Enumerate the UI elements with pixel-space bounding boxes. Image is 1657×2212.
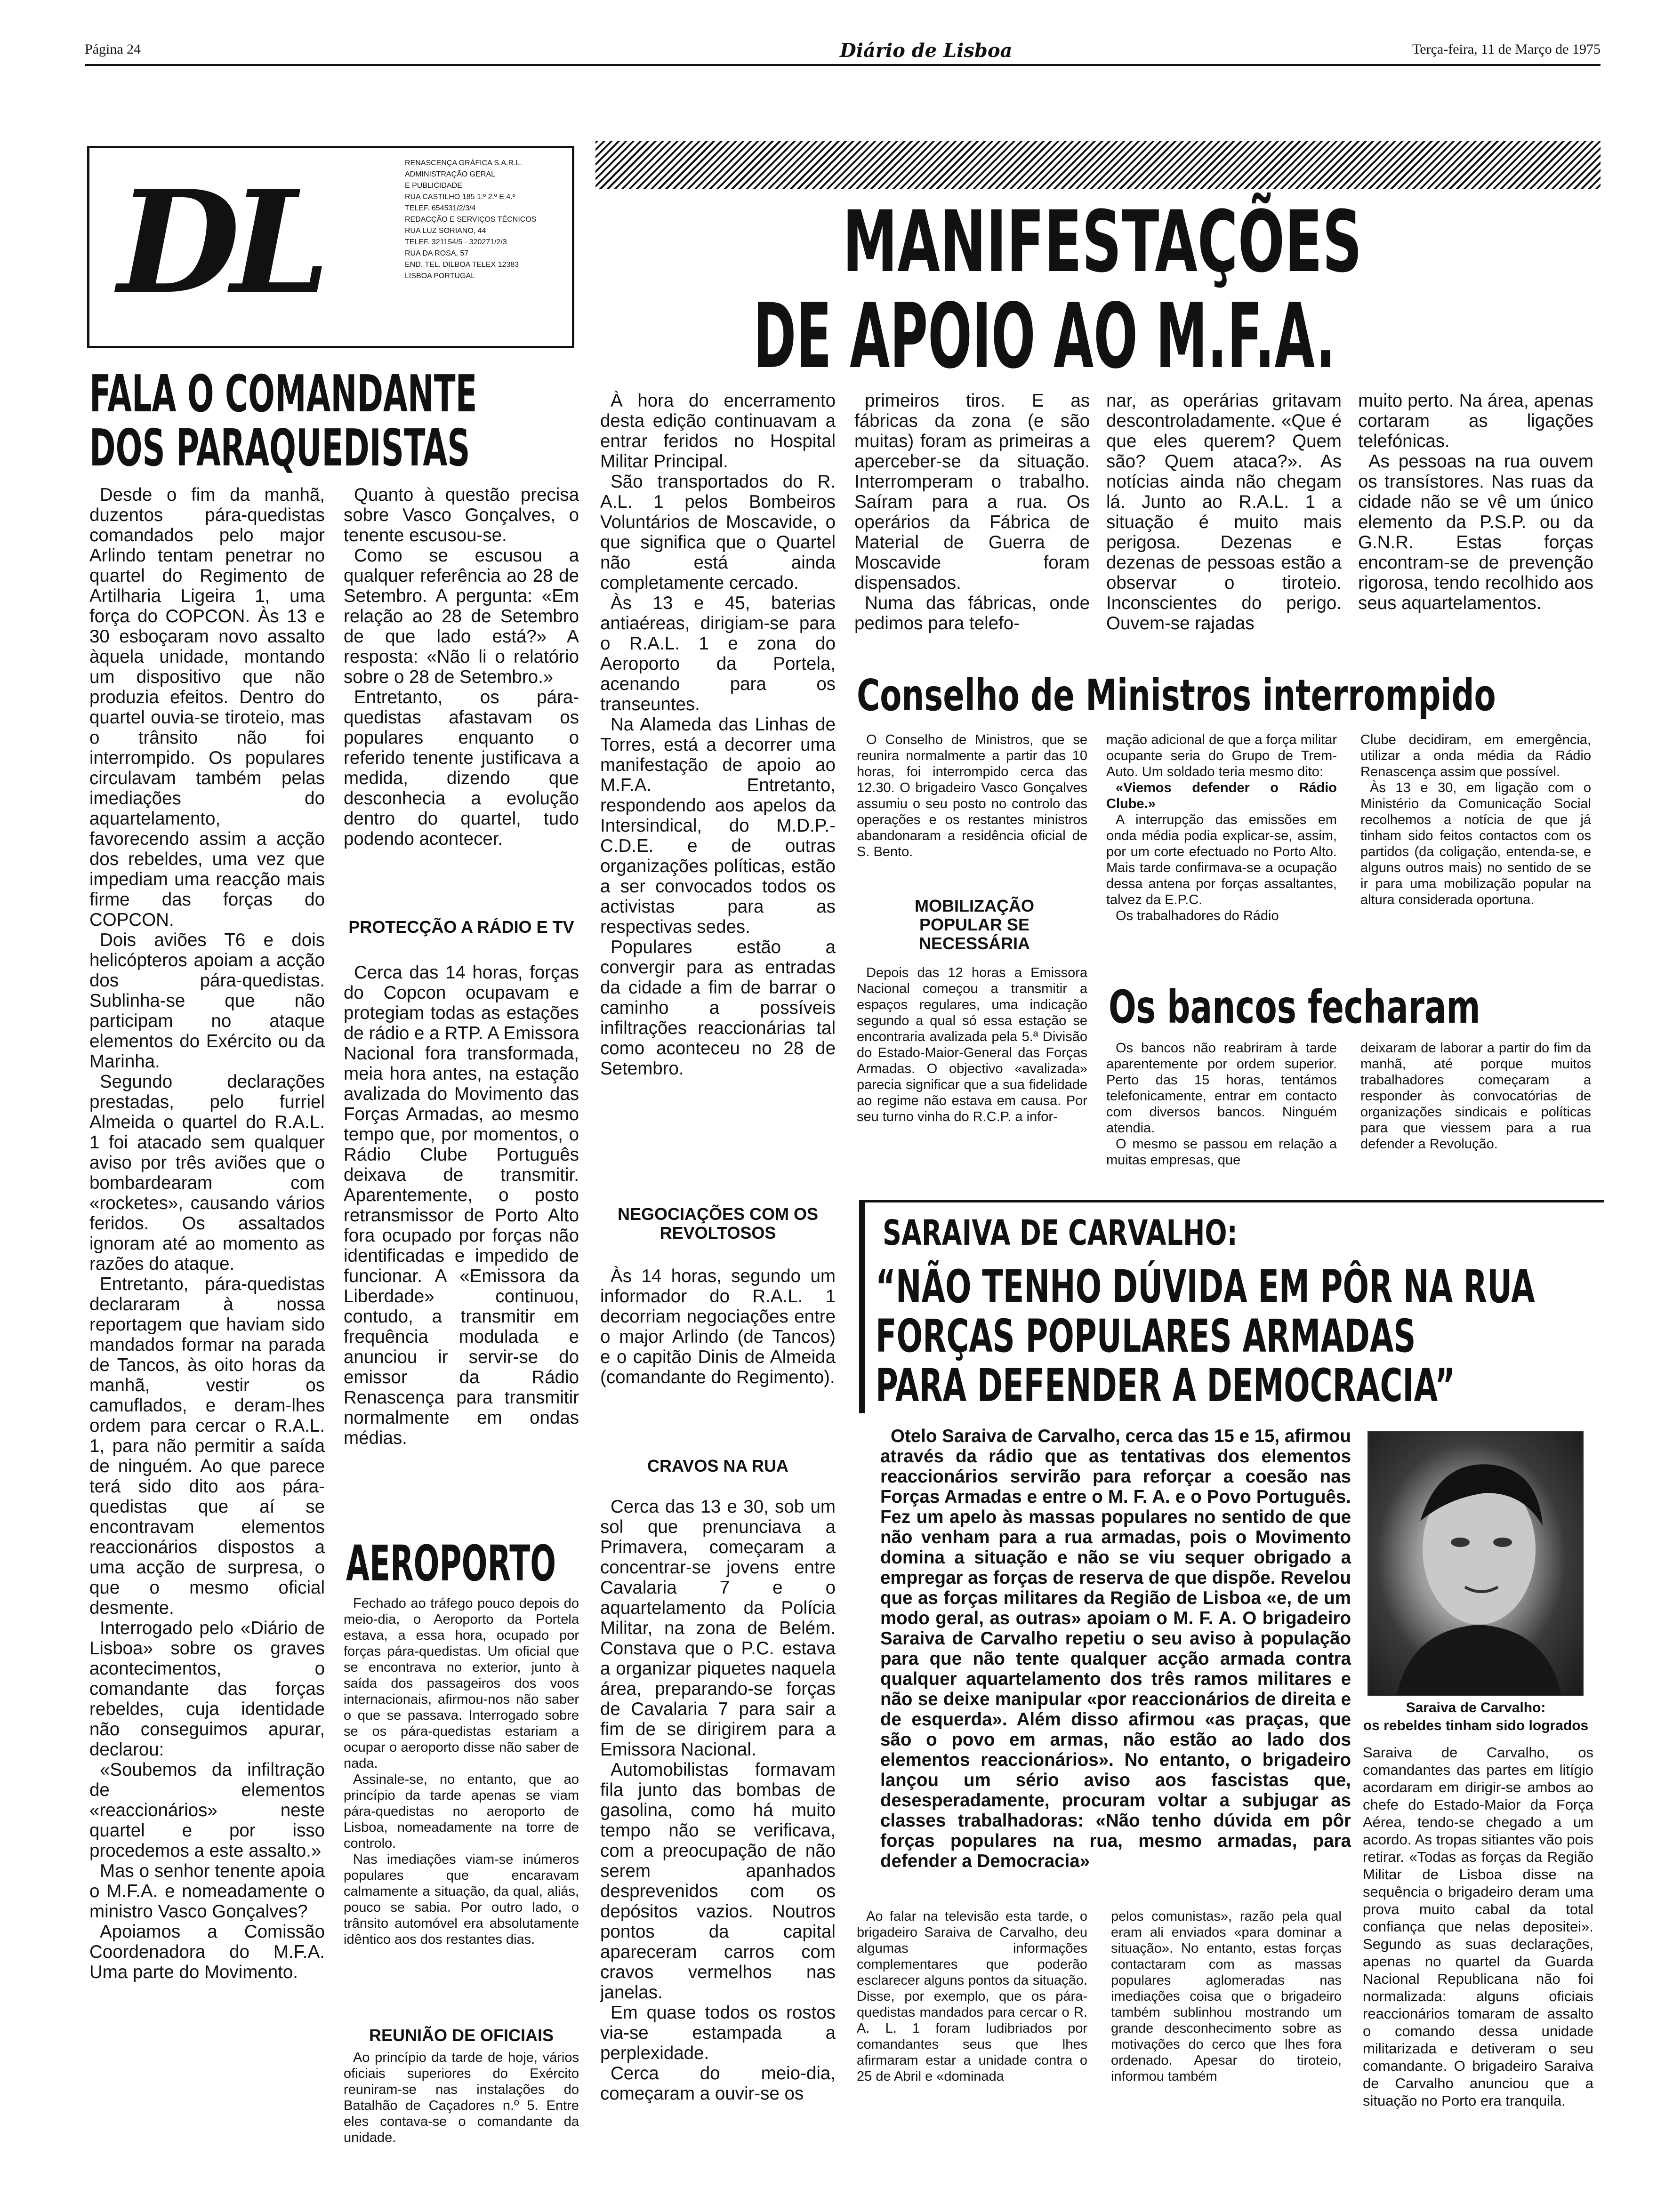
saraiva-headline-line2: FORÇAS POPULARES ARMADAS: [876, 1310, 1416, 1362]
imprint-line: LISBOA PORTUGAL: [405, 272, 475, 280]
header-rule: [85, 64, 1601, 66]
paragraph: deixaram de laborar a partir do fim da manhã, até porque muitos trabalhadores começaram a responder às convocatórias de organizações sindicais e políticas para que viessem para a rua defender a Revolução.: [1360, 1041, 1591, 1152]
radio-tv-subhead: PROTECÇÃO A RÁDIO E TV: [348, 917, 574, 937]
logo-box: [87, 146, 574, 348]
paragraph: Ao falar na televisão esta tarde, o brigadeiro Saraiva de Carvalho, deu algumas informações complementares que poderão esclarecer alguns pontos da situação. Disse, por exemplo, que os pára-quedistas mandados para cercar o R. A. L. 1 foram ludibriados por comandantes seus que lhes afirmaram estar a unidade contra o 25 de Abril e «dominada: [857, 1909, 1087, 2084]
conselho-headline: Conselho de Ministros interrompido: [857, 670, 1496, 721]
paragraph: mação adicional de que a força militar ocupante seria do Grupo de Trem-Auto. Um soldado teria mesmo dito:: [1106, 732, 1337, 779]
saraiva-column-2: [1111, 1908, 1342, 2084]
caption-line: Saraiva de Carvalho:: [1406, 1700, 1546, 1715]
paragraph: Às 13 e 45, baterias antiaéreas, dirigiam-se para o R.A.L. 1 e zona do Aeroporto da Portela, acenando para os transeuntes.: [600, 593, 836, 714]
paragraph: Cerca do meio-dia, começaram a ouvir-se os: [600, 2063, 836, 2104]
portrait-photo: [1367, 1431, 1584, 1696]
paragraph: «Soubemos da infiltração de elementos «reaccionários» neste quartel e por isso procedemos a este assalto.»: [89, 1760, 325, 1861]
paragraph: O mesmo se passou em relação a muitas empresas, que: [1106, 1137, 1337, 1168]
radio-clube-quote: «Viemos defender o Rádio Clube.»: [1106, 780, 1337, 811]
manif-column-4: [1358, 391, 1593, 613]
cravos-subhead: CRAVOS NA RUA: [647, 1456, 788, 1475]
paragraph: Otelo Saraiva de Carvalho, cerca das 15 e 15, afirmou através da rádio que as tentativas dos elementos reaccionários servirão para reforçar a coesão nas Forças Armadas e entre o M. F. A. e o Povo Português. Fez um apelo às massas populares no sentido de que não venham para a rua armadas, pois o Movimento domina a situação e não se viu sequer obrigado a empregar as forças de reserva de que dispõe. Revelou que as forças militares da Região de Lisboa «e, de um modo geral, as outras» apoiam o M. F. A. O brigadeiro Saraiva de Carvalho repetiu o seu aviso à população para que não tente qualquer acção armada contra qualquer aquartelamento dos três ramos militares e não se deixe manipular «por reaccionários de direita e de esquerda». Além disso afirmou «as praças, que são o povo em armas, não estão ao lado dos elementos reaccionários». No entanto, o brigadeiro lançou um sério aviso aos fascistas que, desesperadamente, procuram voltar a subjugar as classes trabalhadoras: «Não tenho dúvida em pôr forças populares na rua, mesmo armadas, para defender a Democracia»: [880, 1426, 1351, 1871]
manif-column-3: [1106, 391, 1342, 633]
conselho-column-1: [857, 732, 1087, 860]
paragraph: Clube decidiram, em emergência, utilizar a onda média da Rádio Renascença assim que possível.: [1360, 732, 1591, 779]
saraiva-headline-line1: “NÃO TENHO DÚVIDA EM PÔR NA RUA: [876, 1260, 1535, 1313]
imprint-line: TELEF. 654531/2/3/4: [405, 204, 476, 212]
imprint-line: RUA LUZ SORIANO, 44: [405, 227, 486, 235]
paragraph: O Conselho de Ministros, que se reunira normalmente a partir das 10 horas, foi interrompido cerca das 12.30. O brigadeiro Vasco Gonçalves assumiu o seu posto no controlo das operações e os restantes ministros abandonaram a residência oficial de S. Bento.: [857, 732, 1087, 859]
paragraph: Mas o senhor tenente apoia o M.F.A. e nomeadamente o ministro Vasco Gonçalves?: [89, 1861, 325, 1922]
photo-caption: [1360, 1699, 1591, 1735]
aeroporto-headline: AEROPORTO: [346, 1535, 556, 1592]
paragraph: Os bancos não reabriram à tarde aparentemente por ordem superior. Perto das 15 horas, tentámos telefonicamente, entrar em contacto com diversos bancos. Ninguém atendia.: [1106, 1041, 1337, 1136]
comandante-column-2: [344, 485, 579, 849]
paragraph: A interrupção das emissões em onda média podia explicar-se, assim, por um corte efectuado no Porto Alto. Mais tarde confirmava-se a ocupação dessa antena por forças assaltantes, talvez da E.P.C.: [1106, 812, 1337, 907]
paragraph: Entretanto, os pára-quedistas afastavam os populares enquanto o referido tenente justificava a medida, dizendo que desconhecia a evolução dentro do quartel, tudo podendo acontecer.: [344, 687, 579, 849]
imprint-line: TELEF. 321154/5 · 320271/2/3: [405, 238, 507, 246]
paragraph: Os trabalhadores do Rádio: [1116, 908, 1279, 923]
comandante-headline-line2: DOS PARAQUEDISTAS: [89, 419, 470, 478]
caption-line: os rebeldes tinham sido logrados: [1363, 1718, 1589, 1733]
conselho-column-1b: [857, 965, 1087, 1125]
paragraph: Às 13 e 30, em ligação com o Ministério da Comunicação Social recolhemos a notícia de que já tinham sido feitos contactos com os partidos (da coligação, entenda-se, e alguns outros mais) no sentido de se ir para uma mobilização popular na altura considerada oportuna.: [1360, 780, 1591, 907]
paragraph: Na Alameda das Linhas de Torres, está a decorrer uma manifestação de apoio ao M.F.A. Entretanto, respondendo aos apelos da Intersindical, do M.D.P.-C.D.E. e de outras organizações políticas, estão a ser convocados todos os activistas para as respectivas sedes.: [600, 714, 836, 937]
saraiva-column-1: [857, 1908, 1087, 2084]
paragraph: Apoiamos a Comissão Coordenadora do M.F.A. Uma parte do Movimento.: [89, 1922, 325, 1982]
imprint-line: RENASCENÇA GRÁFICA S.A.R.L.: [405, 159, 522, 167]
radio-tv-body: [344, 962, 579, 1448]
saraiva-column-3: [1363, 1744, 1593, 2109]
bancos-headline: Os bancos fecharam: [1109, 981, 1480, 1034]
portrait-silhouette-icon: [1368, 1432, 1583, 1695]
reuniao-subhead: REUNIÃO DE OFICIAIS: [369, 2026, 554, 2045]
negociacoes-body: [600, 1266, 836, 1387]
page-header: [85, 41, 1601, 70]
paragraph: Fechado ao tráfego pouco depois do meio-dia, o Aeroporto da Portela estava, a essa hora, ocupado por forças pára-quedistas. Um oficial que se encontrava no exterior, junto à saída dos passageiros dos voos internacionais, afirmou-nos não saber o que se passava. Interrogado sobre se os pára-quedistas estariam a ocupar o aeroporto disse não saber de nada.: [344, 1596, 579, 1771]
manif-column-2: [854, 391, 1090, 633]
imprint-line: E PUBLICIDADE: [405, 182, 462, 190]
aeroporto-body: [344, 1595, 579, 1948]
masthead: Diário de Lisboa: [833, 40, 1019, 62]
reuniao-body: [344, 2050, 579, 2146]
main-headline-line1: MANIFESTAÇÕES: [843, 193, 1362, 291]
paragraph: pelos comunistas», razão pela qual eram ali enviados «para dominar a situação». No entanto, estas forças contactaram com as massas populares aglomeradas nas imediações coisa que o brigadeiro também sublinhou mostrando um grande desconhecimento sobre as motivações do cerco que lhes fora ordenado. Apesar do tiroteio, informou também: [1111, 1909, 1342, 2084]
bancos-column-1: [1106, 1040, 1337, 1168]
paragraph: Segundo declarações prestadas, pelo furriel Almeida o quartel do R.A.L. 1 foi atacado sem qualquer aviso por três aviões que o bombardearam com «rocketes», causando vários feridos. Os assaltados ignoram até ao momento as razões do ataque.: [89, 1072, 325, 1274]
conselho-column-3: [1360, 732, 1591, 908]
paragraph: Numa das fábricas, onde pedimos para telefo-: [854, 593, 1090, 633]
conselho-column-2: [1106, 732, 1337, 924]
imprint-line: REDACÇÃO E SERVIÇOS TÉCNICOS: [405, 216, 537, 224]
imprint: [405, 158, 565, 282]
paragraph: À hora do encerramento desta edição continuavam a entrar feridos no Hospital Militar Principal.: [600, 391, 836, 472]
paragraph: As pessoas na rua ouvem os transístores. Nas ruas da cidade não se vê um único elemento da P.S.P. ou da G.N.R. Estas forças encontram-se de prevenção rigorosa, tendo recolhido aos seus aquartelamentos.: [1358, 451, 1593, 613]
mobilizacao-subhead: MOBILIZAÇÃO POPULAR SE NECESSÁRIA: [915, 896, 1034, 953]
paragraph: primeiros tiros. E as fábricas da zona (e são muitas) foram as primeiras a aperceber-se da situação. Interromperam o trabalho. Saíram para a rua. Os operários da Fábrica de Material de Guerra de Moscavide foram dispensados.: [854, 391, 1090, 593]
paragraph: São transportados do R. A.L. 1 pelos Bombeiros Voluntários de Moscavide, o que significa que o Quartel não está ainda completamente cercado.: [600, 472, 836, 593]
paragraph: Quanto à questão precisa sobre Vasco Gonçalves, o tenente escusou-se.: [344, 485, 579, 545]
paragraph: Assinale-se, no entanto, que ao princípio da tarde apenas se viam pára-quedistas no aeroporto de Lisboa, nomeadamente na torre de controlo.: [344, 1772, 579, 1851]
bancos-column-2: [1360, 1040, 1591, 1152]
paragraph: Populares estão a convergir para as entradas da cidade a fim de barrar o caminho a possíveis infiltrações reaccionárias tal como aconteceu no 28 de Setembro.: [600, 937, 836, 1079]
paragraph: Saraiva de Carvalho, os comandantes das partes em litígio acordaram em dirigir-se ambos ao chefe do Estado-Maior da Força Aérea, tendo-se chegado a um acordo. As tropas sitiantes vão pois retirar. «Todas as forças da Região Militar de Lisboa disse na sequência o brigadeiro deram uma prova muito cabal da total confiança que nelas depositei». Segundo as suas declarações, apenas no quartel da Guarda Nacional Republicana não foi normalizada: alguns oficiais reaccionários tomaram de assalto o comando dessa unidade militarizada e detiveram o seu comandante. O brigadeiro Saraiva de Carvalho anunciou que a situação no Porto era tranquila.: [1363, 1744, 1593, 2109]
paragraph: Entretanto, pára-quedistas declararam à nossa reportagem que haviam sido mandados formar na parada de Tancos, às oito horas da manhã, vestir os camuflados, e deram-lhes ordem para cercar o R.A.L. 1, para não permitir a saída de ninguém. Ao que parece terá sido dito aos pára-quedistas que aí se encontravam elementos reaccionários dispostos a uma acção de surpresa, o que o mesmo oficial desmente.: [89, 1274, 325, 1618]
comandante-headline-line1: FALA O COMANDANTE: [89, 365, 477, 424]
saraiva-headline-line3: PARA DEFENDER A DEMOCRACIA”: [876, 1359, 1456, 1412]
paragraph: Cerca das 13 e 30, sob um sol que prenunciava a Primavera, começaram a concentrar-se jovens entre Cavalaria 7 e o aquartelamento da Polícia Militar, na zona de Belém. Constava que o P.C. estava a organizar piquetes naquela área, preparando-se forças de Cavalaria 7 para sair a fim de se dirigirem para a Emissora Nacional.: [600, 1497, 836, 1760]
hatch-bar: [595, 141, 1601, 189]
manif-column-1: [600, 391, 836, 1079]
paragraph: Depois das 12 horas a Emissora Nacional começou a transmitir a espaços regulares, uma indicação segundo a qual só essa estação se encontraria avalizada pela 5.ª Divisão do Estado-Maior-General das Forças Armadas. O objectivo «avalizada» parecia significar que a sua fidelidade ao regime não estava em causa. Por seu turno vinha do R.C.P. a infor-: [857, 965, 1087, 1124]
main-headline-line2: DE APOIO AO M.F.A.: [753, 284, 1335, 388]
saraiva-kicker: SARAIVA DE CARVALHO:: [883, 1213, 1238, 1253]
paragraph: Automobilistas formavam fila junto das bombas de gasolina, como há muito tempo não se verificava, com a preocupação de não serem apanhados desprevenidos com os depósitos vazios. Noutros pontos da capital apareceram carros com cravos vermelhos nas janelas.: [600, 1760, 836, 2003]
saraiva-lead: [880, 1426, 1351, 1871]
issue-date: Terça-feira, 11 de Março de 1975: [1408, 41, 1601, 57]
paragraph: Cerca das 14 horas, forças do Copcon ocupavam e protegiam todas as estações de rádio e a RTP. A Emissora Nacional fora transformada, meia hora antes, na estação avalizada do Movimento das Forças Armadas, ao mesmo tempo que, por momentos, o Rádio Clube Português deixava de transmitir. Aparentemente, o posto retransmissor de Porto Alto fora ocupado por forças não identificadas e impedido de funcionar. A «Emissora da Liberdade» continuou, contudo, a transmitir em frequência modulada e anunciou ir servir-se do emissor da Rádio Renascença para transmitir normalmente em ondas médias.: [344, 962, 579, 1448]
paragraph: Nas imediações viam-se inúmeros populares que encaravam calmamente a situação, da qual, aliás, pouco se sabia. Por outro lado, o trânsito automóvel era absolutamente idêntico aos dos restantes dias.: [344, 1852, 579, 1947]
paragraph: Como se escusou a qualquer referência ao 28 de Setembro. A pergunta: «Em relação ao 28 de Setembro de que lado está?» A resposta: «Não li o relatório sobre o 28 de Setembro.»: [344, 545, 579, 687]
paragraph: Interrogado pelo «Diário de Lisboa» sobre os graves acontecimentos, o comandante das forças rebeldes, cuja identidade não conseguimos apurar, declarou:: [89, 1618, 325, 1760]
comandante-column-1: [89, 485, 325, 1982]
paragraph: nar, as operárias gritavam descontroladamente. «Que é que eles querem? Quem são? Quem ataca?». As notícias ainda não chegam lá. Junto ao R.A.L. 1 a situação é muito mais perigosa. Dezenas e dezenas de pessoas estão a observar o tiroteio. Inconscientes do perigo. Ouvem-se rajadas: [1106, 391, 1342, 633]
paragraph: Desde o fim da manhã, duzentos pára-quedistas comandados pelo major Arlindo tentam penetrar no quartel do Regimento de Artilharia Ligeira 1, uma força do COPCON. Às 13 e 30 esboçaram novo assalto àquela unidade, montando um dispositivo que não produzia efeitos. Dentro do quartel ouvia-se tiroteio, mas o trânsito não foi interrompido. Os populares circulavam também pelas imediações do aquartelamento, favorecendo assim a acção dos rebeldes, uma vez que impediam uma reacção mais firme das forças do COPCON.: [89, 485, 325, 930]
paragraph: Às 14 horas, segundo um informador do R.A.L. 1 decorriam negociações entre o major Arlindo (de Tancos) e o capitão Dinis de Almeida (comandante do Regimento).: [600, 1266, 836, 1387]
imprint-line: END. TEL. DILBOA TELEX 12383: [405, 261, 519, 269]
paragraph: Ao princípio da tarde de hoje, vários oficiais superiores do Exército reuniram-se nas instalações do Batalhão de Caçadores n.º 5. Entre eles contava-se o comandante da unidade.: [344, 2050, 579, 2145]
page-number: Página 24: [85, 41, 145, 57]
cravos-body: [600, 1497, 836, 2104]
paragraph: muito perto. Na área, apenas cortaram as ligações telefónicas.: [1358, 391, 1593, 451]
paragraph: Dois aviões T6 e dois helicópteros apoiam a acção dos pára-quedistas. Sublinha-se que não participam no ataque elementos do Exército ou da Marinha.: [89, 930, 325, 1072]
imprint-line: ADMINISTRAÇÃO GERAL: [405, 170, 496, 178]
imprint-line: RUA CASTILHO 185 1.º 2.º E 4.º: [405, 193, 515, 201]
paragraph: Em quase todos os rostos via-se estampada a perplexidade.: [600, 2003, 836, 2063]
imprint-line: RUA DA ROSA, 57: [405, 249, 469, 257]
dl-logo: DL: [118, 159, 321, 325]
negociacoes-subhead: NEGOCIAÇÕES COM OS REVOLTOSOS: [617, 1204, 819, 1242]
